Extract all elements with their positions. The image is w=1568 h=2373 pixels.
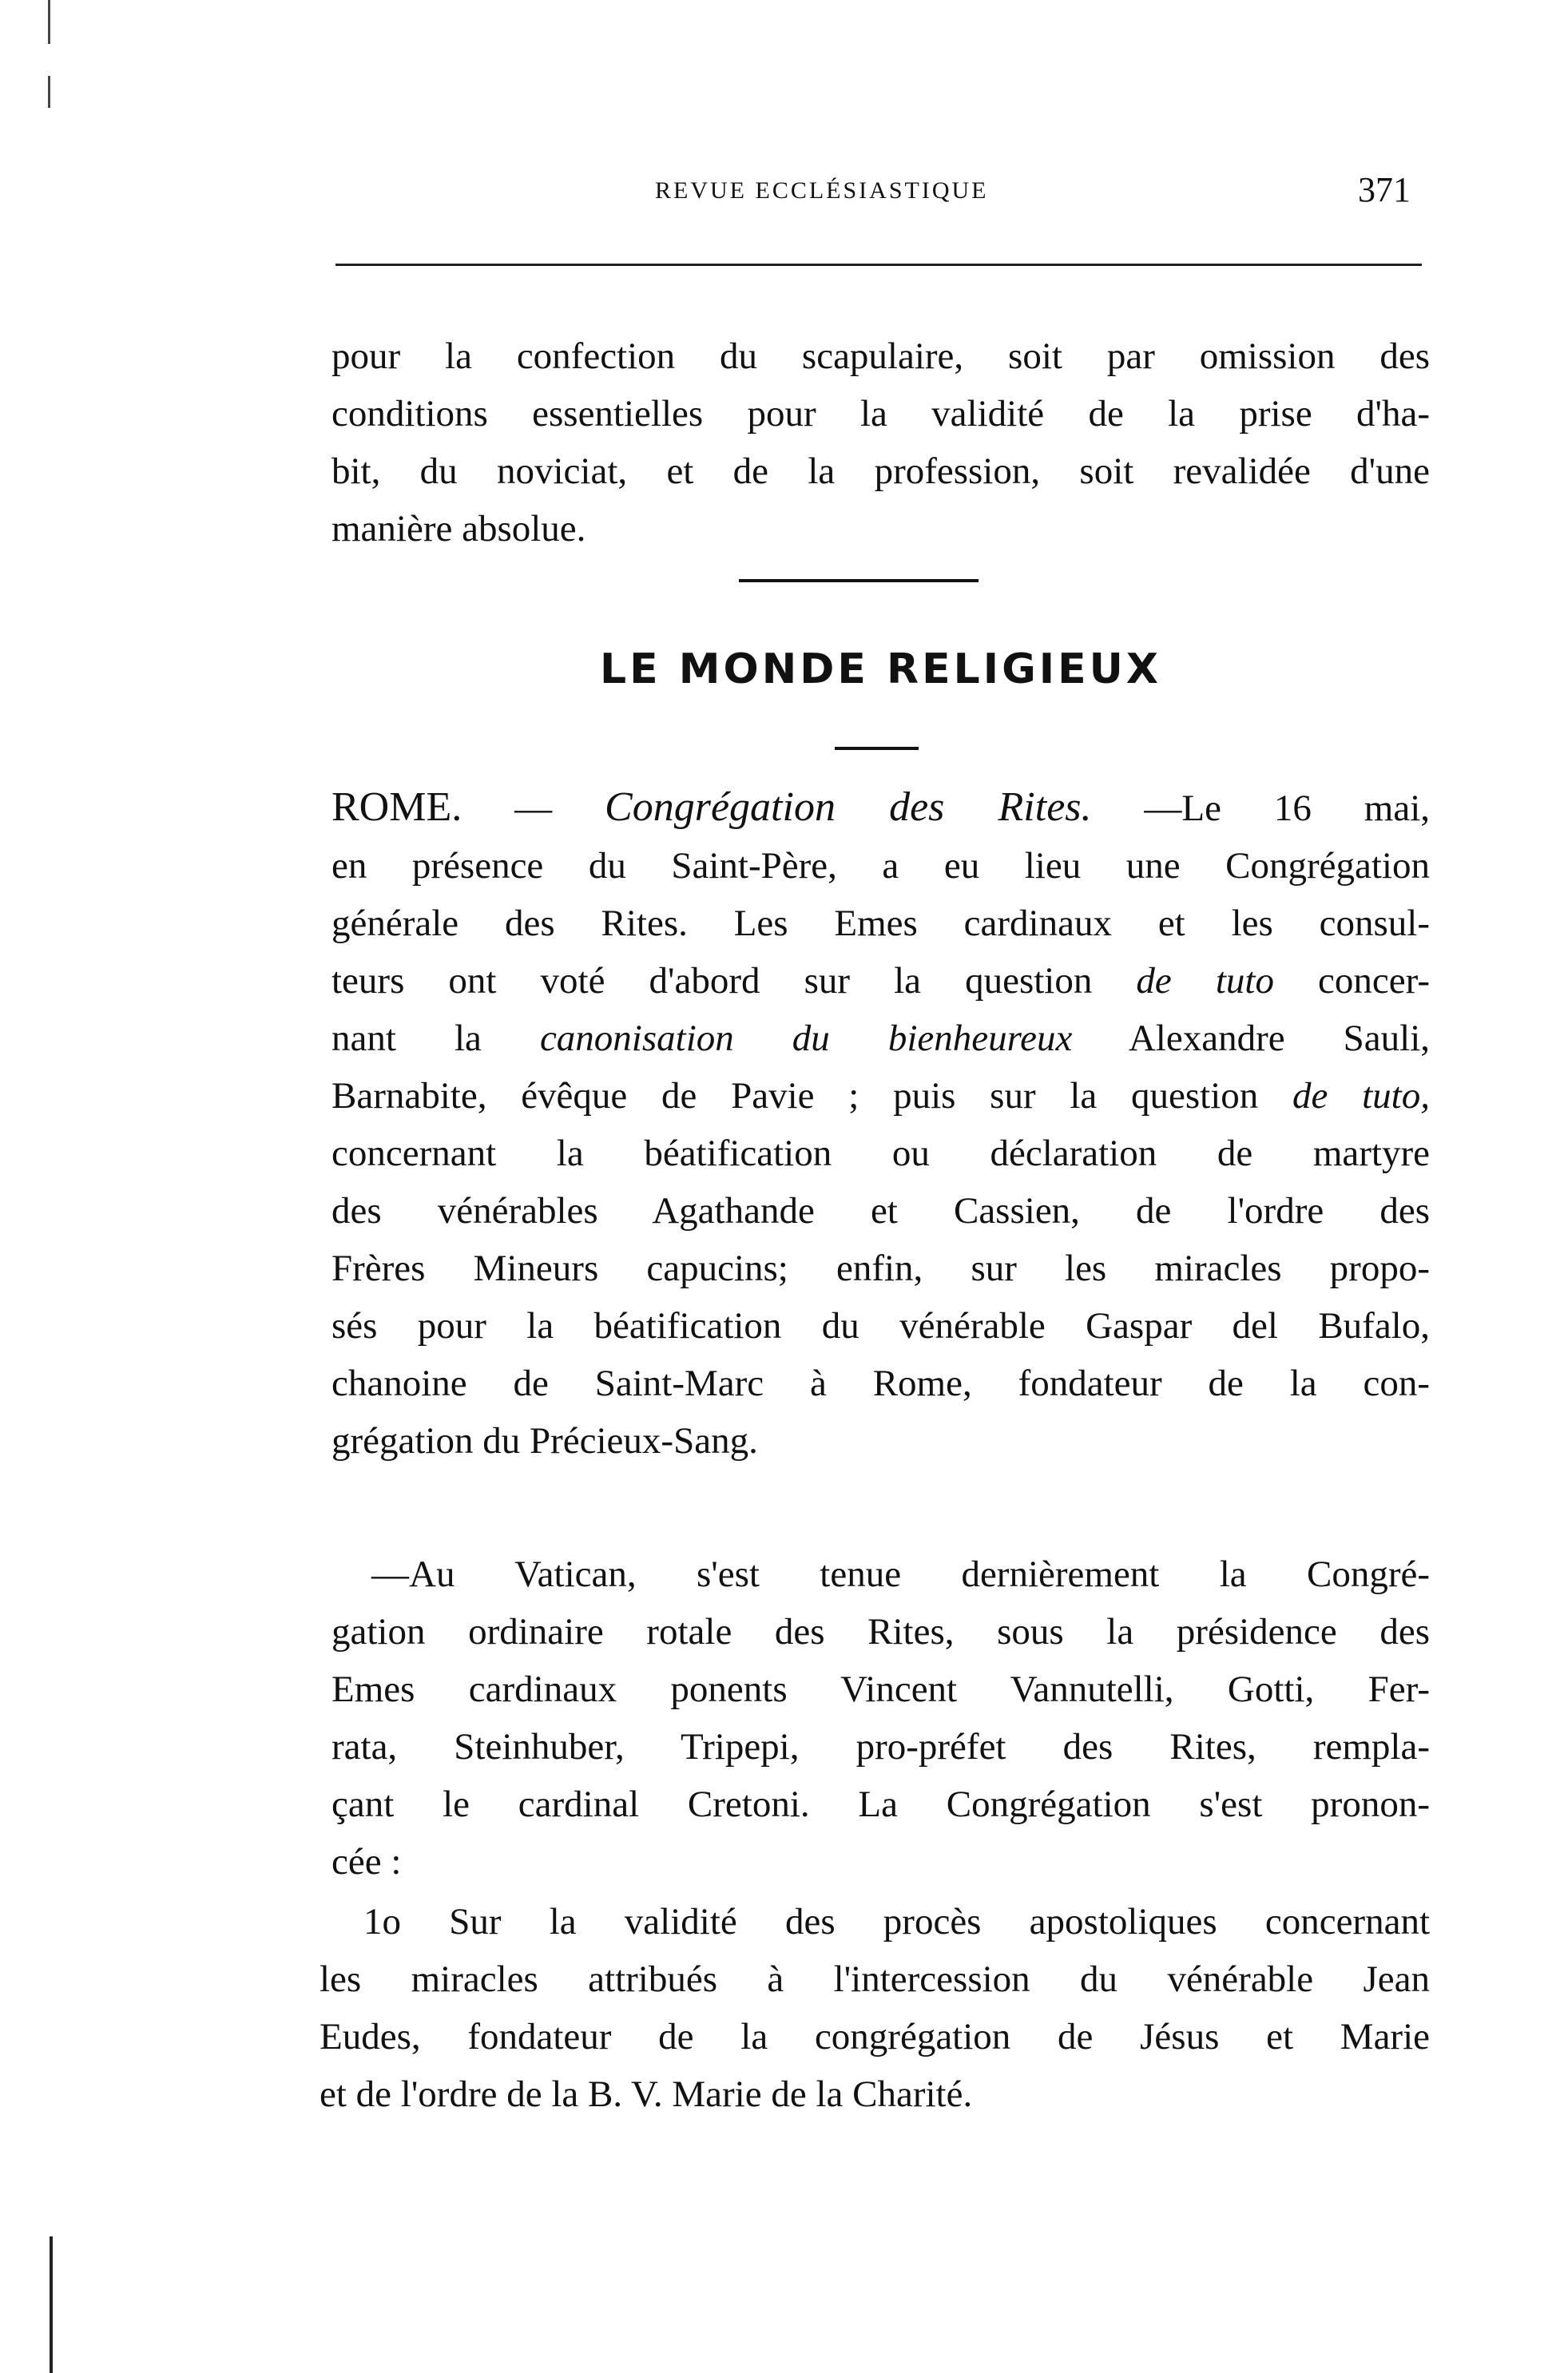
text-line: cée :	[331, 1841, 402, 1883]
text-line: gation ordinaire rotale des Rites, sous la présidence des	[331, 1611, 1430, 1653]
text-line: manière absolue.	[331, 508, 586, 550]
text-line: Emes cardinaux ponents Vincent Vannutelli, Gotti, Fer-	[331, 1669, 1430, 1710]
paragraph-first-decision	[320, 1893, 1430, 2123]
place-name: ROME.	[331, 784, 462, 830]
section-divider-small	[835, 747, 919, 750]
text-line: grégation du Précieux-Sang.	[331, 1420, 758, 1462]
text-line: chanoine de Saint-Marc à Rome, fondateur de la con-	[331, 1363, 1430, 1404]
text-line: sés pour la béatification du vénérable Gaspar del Bufalo,	[331, 1305, 1430, 1347]
scan-mark	[50, 2236, 53, 2373]
text-line: conditions essentielles pour la validité de la prise d'ha-	[331, 393, 1430, 435]
text-line: des vénérables Agathande et Cassien, de l'ordre des	[331, 1190, 1430, 1232]
header-rule	[335, 264, 1422, 266]
text-line	[331, 1010, 1430, 1067]
text-line: bit, du noviciat, et de la profession, soit revalidée d'une	[331, 450, 1430, 492]
paragraph-continuation	[331, 327, 1430, 558]
text-line: Frères Mineurs capucins; enfin, sur les miracles propo-	[331, 1248, 1430, 1289]
text-line: rata, Steinhuber, Tripepi, pro-préfet des Rites, rempla-	[331, 1726, 1430, 1768]
scan-margin-marks	[48, 0, 72, 2373]
scan-mark	[48, 0, 50, 44]
text-line: 1o Sur la validité des procès apostoliques concernant	[363, 1901, 1430, 1942]
text-line	[331, 1067, 1430, 1125]
text-line: et de l'ordre de la B. V. Marie de la Charité.	[320, 2073, 973, 2115]
running-title: REVUE ECCLÉSIASTIQUE	[655, 177, 989, 204]
text-run: nant la	[331, 1018, 540, 1059]
text-line: générale des Rites. Les Emes cardinaux et les consul-	[331, 903, 1430, 944]
text-run: teurs ont voté d'abord sur la question	[331, 960, 1137, 1002]
paragraph-rome	[331, 779, 1430, 1470]
section-title: LE MONDE RELIGIEUX	[600, 645, 1161, 693]
text-run: Alexandre Sauli,	[1072, 1018, 1431, 1059]
text-line: les miracles attribués à l'intercession du vénérable Jean	[320, 1958, 1430, 2000]
dash: —	[462, 788, 605, 829]
paragraph-vatican	[331, 1546, 1430, 1891]
text-run: Barnabite, évêque de Pavie ; puis sur la question	[331, 1075, 1293, 1117]
page-number: 371	[1358, 170, 1411, 209]
text-line: en présence du Saint-Père, a eu lieu une Congrégation	[331, 845, 1430, 887]
text-line: pour la confection du scapulaire, soit par omission des	[331, 335, 1430, 377]
text-line: concernant la béatification ou déclaration de martyre	[331, 1133, 1430, 1174]
section-divider	[739, 579, 979, 582]
text-line	[331, 952, 1430, 1010]
italic-term: de tuto,	[1292, 1075, 1430, 1117]
scan-mark	[48, 76, 50, 108]
text-line: —Au Vatican, s'est tenue dernièrement la Congré-	[371, 1554, 1430, 1595]
text-line	[331, 779, 1430, 837]
text-line: Eudes, fondateur de la congrégation de Jésus et Marie	[320, 2016, 1430, 2058]
article-heading: Congrégation des Rites.	[605, 784, 1092, 830]
text-run: —Le 16 mai,	[1091, 788, 1431, 829]
text-run: concer-	[1273, 960, 1430, 1002]
text-line: çant le cardinal Cretoni. La Congrégation s'est pronon-	[331, 1784, 1430, 1825]
italic-term: de tuto	[1136, 960, 1274, 1002]
italic-term: canonisation du bienheureux	[539, 1018, 1073, 1059]
